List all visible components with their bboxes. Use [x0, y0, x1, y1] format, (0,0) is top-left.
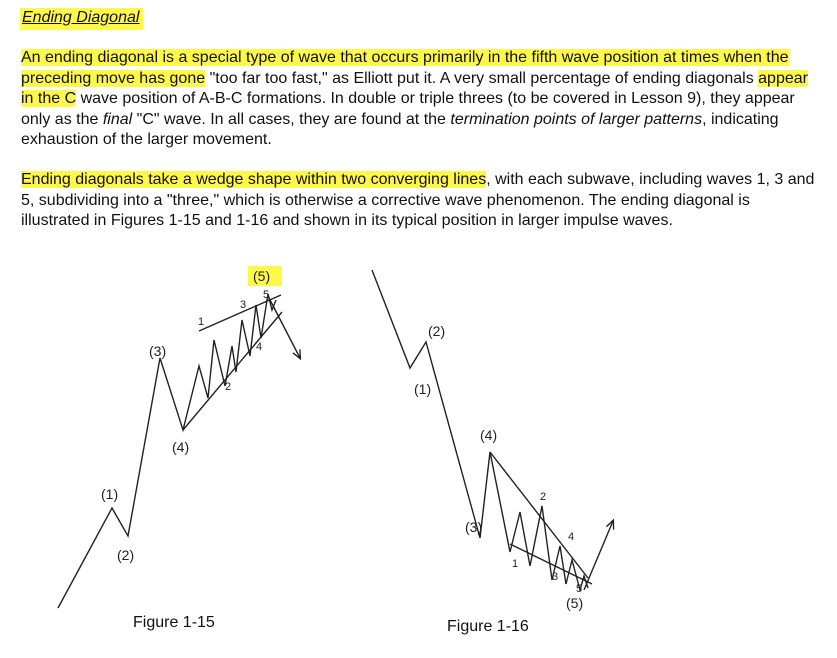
fig15-label-s5: 5 — [263, 289, 270, 301]
highlight-span: An ending diagonal is a special type of wave that occurs primarily in the fifth wave position at times when the preceding move has gone — [21, 49, 789, 87]
italic-span: termination points of larger patterns — [450, 110, 703, 128]
fig15-arrow — [268, 296, 300, 358]
fig15-label-s3: 3 — [240, 299, 247, 311]
highlight-span: Ending diagonals take a wedge shape within two converging lines — [21, 171, 487, 188]
fig16-label-w1: (1) — [414, 381, 432, 397]
fig15-label-s4: 4 — [256, 341, 263, 353]
text-span: "C" wave. In all cases, they are found at the — [132, 110, 451, 128]
figure-1-15-caption: Figure 1-15 — [133, 614, 215, 631]
text-span: , indicating exhaustion of the larger movement. — [21, 110, 779, 148]
fig15-wave-path — [58, 294, 276, 608]
fig15-labels — [101, 268, 270, 563]
fig16-label-w2: (2) — [428, 323, 446, 339]
fig15-label-s2: 2 — [225, 381, 232, 393]
fig16-lower-trendline — [510, 544, 592, 584]
fig16-label-s3: 3 — [552, 571, 559, 583]
fig16-arrow — [584, 521, 613, 590]
italic-span: final — [102, 110, 133, 128]
fig16-label-s1: 1 — [512, 558, 519, 570]
fig15-label-w3: (3) — [149, 343, 167, 359]
text-span: , with each subwave, including waves 1, 3 and 5, subdividing into a "three," which is otherwise a corrective wave phenomenon. The ending diagonal is illustrated in Figures 1-15 and 1-16 and shown in its typical position in larger impulse waves. — [21, 171, 815, 229]
fig15-label-s1: 1 — [198, 316, 205, 328]
fig16-label-w3: (3) — [465, 519, 483, 535]
text-span: wave position of A-B-C formations. In double or triple threes (to be covered in Lesson 9), they appear only as the — [21, 90, 795, 128]
fig15-label-w1: (1) — [101, 486, 119, 502]
fig16-label-s5: 5 — [576, 583, 583, 595]
fig16-label-s2: 2 — [540, 491, 547, 503]
fig15-label-w5: (5) — [253, 268, 271, 284]
section-heading: Ending Diagonal — [20, 8, 143, 30]
fig15-label-w4: (4) — [172, 439, 190, 455]
fig15-label-w2: (2) — [117, 547, 135, 563]
fig16-upper-trendline — [490, 452, 588, 578]
fig16-label-s4: 4 — [568, 531, 575, 543]
fig16-label-w4: (4) — [480, 427, 498, 443]
fig16-label-w5: (5) — [566, 595, 584, 611]
text-span: "too far too fast," as Elliott put it. A very small percentage of ending diagonals — [205, 69, 759, 87]
highlight-span: appear in the C — [21, 69, 808, 107]
figure-1-16-caption: Figure 1-16 — [447, 618, 529, 635]
